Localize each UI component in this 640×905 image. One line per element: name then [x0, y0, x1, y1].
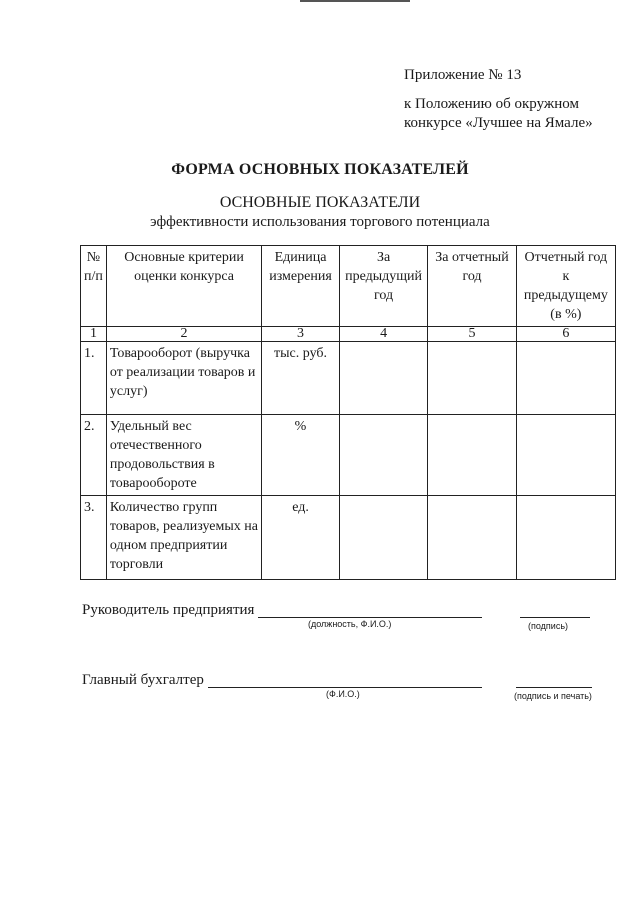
column-number: 2	[106, 327, 261, 342]
indicators-table	[80, 245, 616, 580]
row-ratio-value	[516, 496, 615, 580]
table-row	[81, 496, 616, 580]
form-title: ФОРМА ОСНОВНЫХ ПОКАЗАТЕЛЕЙ	[171, 161, 469, 178]
row-reporting-year-value	[428, 342, 516, 415]
row-ratio-value	[516, 415, 615, 496]
row-criterion: Удельный вес отечественного продовольствия в товарообороте	[106, 415, 261, 496]
column-number: 6	[516, 327, 615, 342]
accountant-name-hint: (Ф.И.О.)	[326, 689, 360, 699]
table-row	[81, 342, 616, 415]
row-reporting-year-value	[428, 496, 516, 580]
appendix-reference-line-2: конкурсе «Лучшее на Ямале»	[404, 115, 593, 131]
row-number: 1.	[81, 342, 107, 415]
head-name-line	[258, 617, 482, 618]
header-ratio: Отчетный год к предыдущему (в %)	[516, 246, 615, 327]
row-unit: тыс. руб.	[262, 342, 340, 415]
table-header-row	[81, 246, 616, 327]
accountant-name-line	[208, 687, 482, 688]
column-number: 3	[262, 327, 340, 342]
row-previous-year-value	[339, 415, 427, 496]
appendix-reference	[404, 95, 624, 133]
appendix-reference-line-1: к Положению об окружном	[404, 96, 579, 112]
row-previous-year-value	[339, 342, 427, 415]
header-unit: Единица измерения	[262, 246, 340, 327]
row-ratio-value	[516, 342, 615, 415]
header-criteria: Основные критерии оценки конкурса	[106, 246, 261, 327]
row-reporting-year-value	[428, 415, 516, 496]
accountant-label: Главный бухгалтер	[82, 672, 204, 688]
row-criterion: Товарооборот (выручка от реализации товаров и услуг)	[106, 342, 261, 415]
header-previous-year: За предыдущий год	[339, 246, 427, 327]
column-number: 5	[428, 327, 516, 342]
row-unit: ед.	[262, 496, 340, 580]
row-number: 2.	[81, 415, 107, 496]
row-previous-year-value	[339, 496, 427, 580]
column-number: 4	[339, 327, 427, 342]
top-edge-mark	[300, 0, 410, 2]
head-label: Руководитель предприятия	[82, 602, 255, 618]
column-number: 1	[81, 327, 107, 342]
head-sign-hint: (подпись)	[528, 621, 569, 631]
accountant-sign-hint: (подпись и печать)	[514, 691, 592, 701]
indicators-title: ОСНОВНЫЕ ПОКАЗАТЕЛИ	[219, 194, 421, 211]
head-sign-line	[520, 617, 590, 618]
appendix-number: Приложение № 13	[404, 67, 522, 83]
header-number: № п/п	[81, 246, 107, 327]
indicators-subtitle: эффективности использования торгового потенциала	[150, 214, 490, 230]
accountant-sign-line	[516, 687, 592, 688]
row-number: 3.	[81, 496, 107, 580]
row-unit: %	[262, 415, 340, 496]
head-name-hint: (должность, Ф.И.О.)	[308, 619, 392, 629]
column-numbers-row	[81, 327, 616, 342]
row-criterion: Количество групп товаров, реализуемых на одном предприятии торговли	[106, 496, 261, 580]
header-reporting-year: За отчетный год	[428, 246, 516, 327]
table-row	[81, 415, 616, 496]
